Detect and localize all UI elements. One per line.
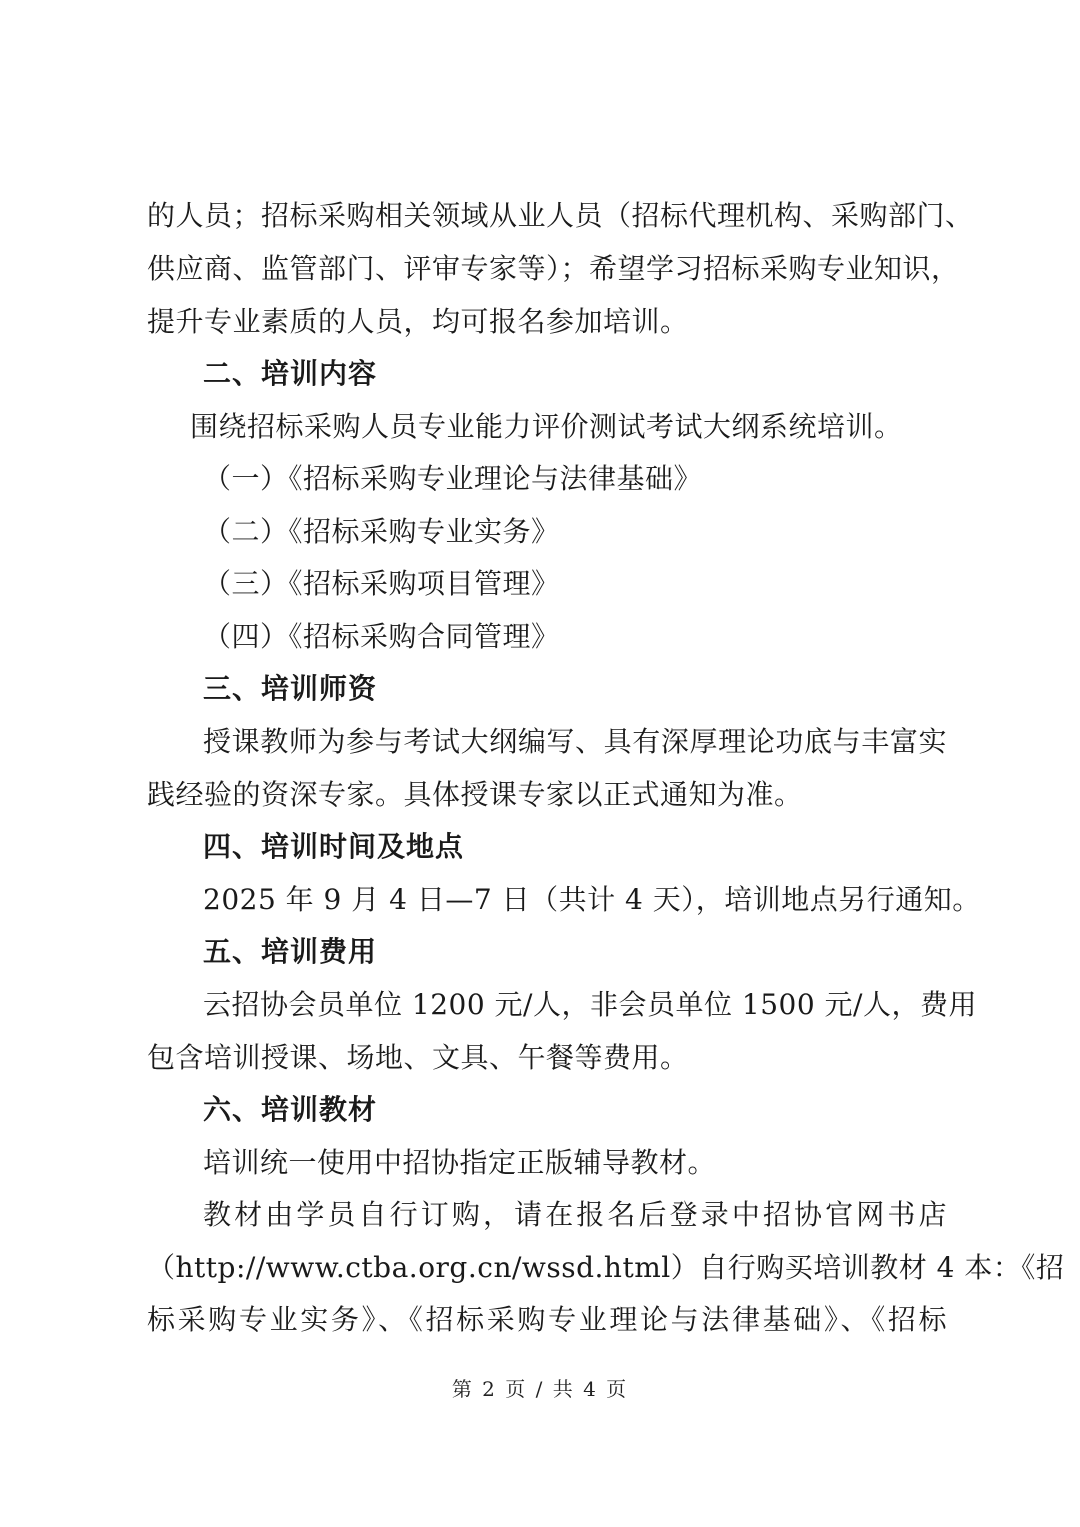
section-paragraph: 教材由学员自行订购，请在报名后登录中招协官网书店 — [203, 1198, 947, 1231]
section-heading-time-place: 四、培训时间及地点 — [203, 830, 465, 863]
section-heading-teachers: 三、培训师资 — [203, 672, 378, 705]
list-item: （一）《招标采购专业理论与法律基础》 — [203, 462, 703, 495]
section-heading-content: 二、培训内容 — [203, 357, 378, 390]
section-paragraph: 践经验的资深专家。具体授课专家以正式通知为准。 — [147, 778, 803, 811]
section-paragraph: 授课教师为参与考试大纲编写、具有深厚理论功底与丰富实 — [203, 725, 947, 758]
list-item: （四）《招标采购合同管理》 — [203, 620, 560, 653]
section-paragraph: 围绕招标采购人员专业能力评价测试考试大纲系统培训。 — [190, 410, 903, 443]
body-line: 供应商、监管部门、评审专家等）；希望学习招标采购专业知识， — [147, 252, 960, 285]
section-paragraph: 2025 年 9 月 4 日—7 日（共计 4 天），培训地点另行通知。 — [203, 883, 981, 916]
section-paragraph: 标采购专业实务》、《招标采购专业理论与法律基础》、《招标 — [147, 1303, 947, 1336]
section-heading-fees: 五、培训费用 — [203, 935, 378, 968]
section-paragraph: （http://www.ctba.org.cn/wssd.html）自行购买培训教材 4 本：《招 — [147, 1251, 1065, 1284]
section-paragraph: 包含培训授课、场地、文具、午餐等费用。 — [147, 1041, 689, 1074]
section-paragraph: 云招协会员单位 1200 元/人，非会员单位 1500 元/人，费用 — [203, 988, 977, 1021]
list-item: （二）《招标采购专业实务》 — [203, 515, 560, 548]
section-heading-materials: 六、培训教材 — [203, 1093, 378, 1126]
list-item: （三）《招标采购项目管理》 — [203, 567, 560, 600]
section-paragraph: 培训统一使用中招协指定正版辅导教材。 — [203, 1146, 717, 1179]
body-line: 的人员；招标采购相关领域从业人员（招标代理机构、采购部门、 — [147, 199, 974, 232]
body-line: 提升专业素质的人员，均可报名参加培训。 — [147, 305, 689, 338]
page-number: 第 2 页 / 共 4 页 — [451, 1377, 629, 1401]
